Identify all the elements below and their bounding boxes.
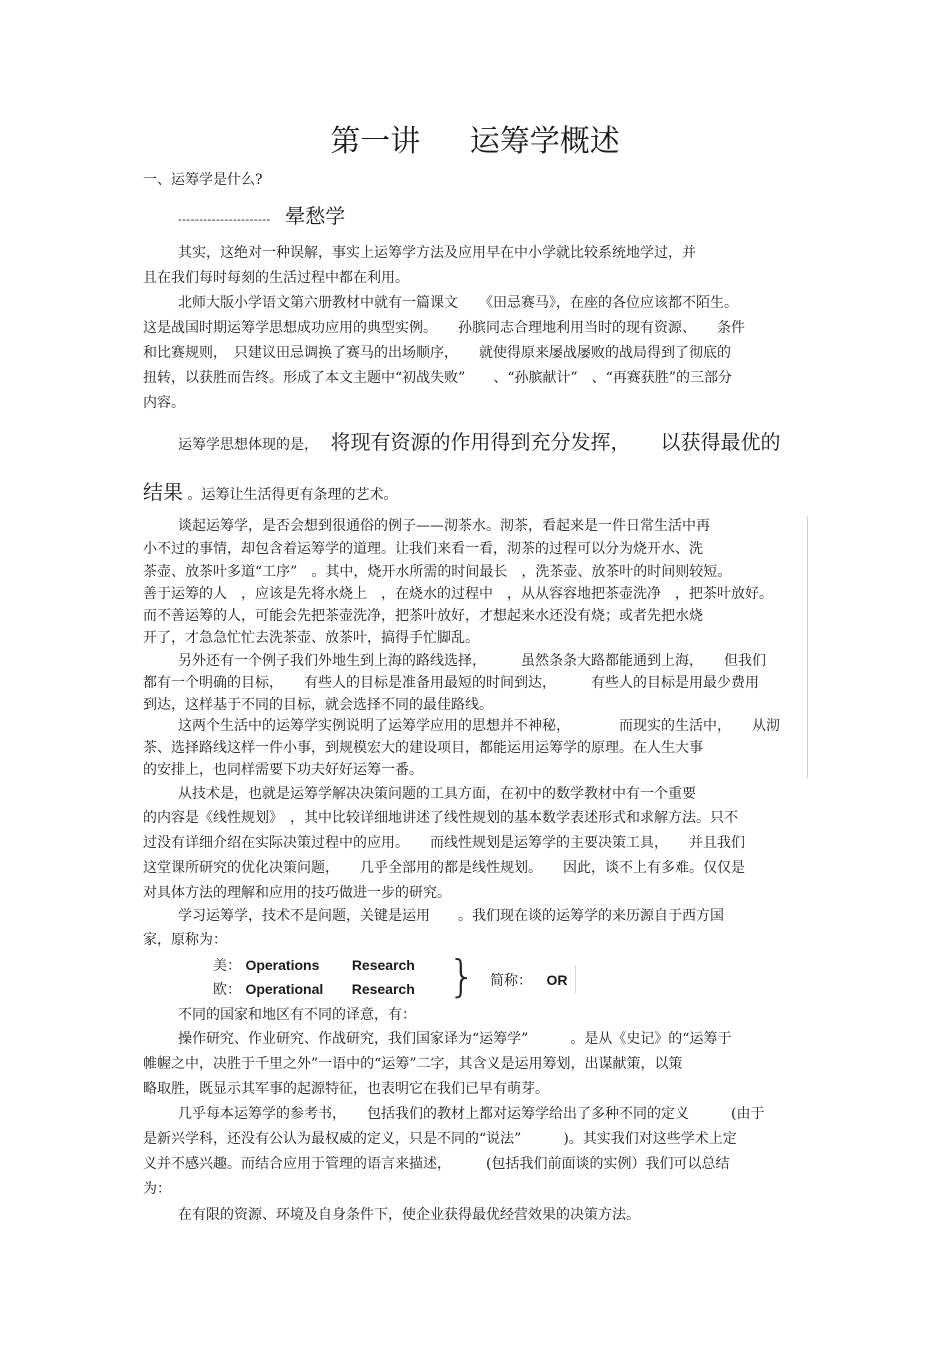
paragraph-line: 和比赛规则， 只建议田忌调换了赛马的出场顺序， 就使得原来屡战屡败的战局得到了彻底的 [143, 345, 731, 361]
paragraph-line: 而不善运筹的人，可能会先把茶壶洗净，把茶叶放好，才想起来水还没有烧；或者先把水烧 [143, 608, 703, 624]
misnomer-line [178, 206, 345, 230]
paragraph-line: 茶壶、放茶叶多道“工序” 。其中，烧开水所需的时间最长 ，洗茶壶、放茶叶的时间则较短。 [143, 564, 732, 580]
paragraph-line: 北师大版小学语文第六册教材中就有一篇课文 《田忌赛马》，在座的各位应该都不陌生。 [178, 295, 738, 311]
paragraph-line: 为： [143, 1181, 171, 1197]
key-idea-lead: 运筹学思想体现的是， [178, 437, 318, 453]
paragraph-line: 善于运筹的人 ，应该是先将水烧上 ，在烧水的过程中 ，从从容容地把茶壶洗净 ，把茶叶放好。 [143, 586, 773, 602]
key-idea-emphasis: 结果 [143, 480, 183, 504]
dash-line: ---------------------- [178, 213, 271, 226]
name-word: Operations [245, 957, 320, 973]
paragraph-line: 扭转，以获胜而告终。形成了本文主题中“初战失败” 、“孙膑献计” 、“再赛获胜”的三部分 [143, 370, 732, 386]
paragraph-line: 义并不感兴趣。而结合应用于管理的语言来描述， (包括我们前面谈的实例）我们可以总结 [143, 1156, 730, 1172]
abbr-value: OR [546, 972, 568, 988]
paragraph-line: 小不过的事情，却包含着运筹学的道理。让我们来看一看，沏茶的过程可以分为烧开水、洗 [143, 541, 703, 557]
side-rule [807, 516, 808, 778]
paragraph-line: 家，原称为： [143, 932, 227, 948]
paragraph-line: 内容。 [143, 395, 185, 411]
paragraph-line: 在有限的资源、环境及自身条件下，使企业获得最优经营效果的决策方法。 [178, 1207, 640, 1223]
paragraph-line: 略取胜，既显示其军事的起源特征，也表明它在我们已早有萌芽。 [143, 1081, 549, 1097]
page-title: 第一讲 运筹学概述 [330, 124, 620, 159]
name-label: 美： [213, 958, 241, 974]
paragraph-line: 几乎每本运筹学的参考书， 包括我们的教材上都对运筹学给出了多种不同的定义 (由于 [178, 1106, 765, 1122]
paragraph-line: 不同的国家和地区有不同的译意，有： [178, 1007, 416, 1023]
abbreviation [490, 970, 567, 991]
paragraph-line: 这两个生活中的运筹学实例说明了运筹学应用的思想并不神秘， 而现实的生活中， 从沏 [178, 718, 780, 734]
brace-icon: } [448, 951, 476, 1002]
abbr-rule [575, 965, 576, 993]
paragraph-line: 谈起运筹学，是否会想到很通俗的例子——沏茶水。沏茶，看起来是一件日常生活中再 [178, 518, 710, 534]
paragraph-line: 且在我们每时每刻的生活过程中都在利用。 [143, 270, 409, 286]
paragraph-line: 都有一个明确的目标， 有些人的目标是准备用最短的时间到达， 有些人的目标是用最少费用 [143, 675, 759, 691]
name-word: Research [351, 957, 415, 973]
paragraph-line: 的安排上，也同样需要下功夫好好运筹一番。 [143, 762, 423, 778]
key-idea-emphasis: 将现有资源的作用得到充分发挥， 以获得最优的 [330, 430, 781, 454]
paragraph-line: 开了，才急急忙忙去洗茶壶、放茶叶，搞得手忙脚乱。 [143, 630, 479, 646]
paragraph-line: 对具体方法的理解和应用的技巧做进一步的研究。 [143, 885, 451, 901]
misnomer-text: 晕愁学 [285, 204, 346, 228]
paragraph-line: 操作研究、作业研究、作战研究，我们国家译为“运筹学” 。是从《史记》的“运筹于 [178, 1031, 732, 1047]
paragraph-line: 过没有详细介绍在实际决策过程中的应用。 而线性规划是运筹学的主要决策工具， 并且我们 [143, 835, 745, 851]
key-idea-end: 。运筹让生活得更有条理的艺术。 [187, 487, 398, 503]
key-idea-line [143, 478, 397, 509]
name-row-us [213, 955, 415, 976]
paragraph-line: 帷幄之中，决胜于千里之外”一语中的“运筹”二字，其含义是运用筹划，出谋献策，以策 [143, 1056, 683, 1072]
key-idea-line [178, 428, 780, 459]
paragraph-line: 这是战国时期运筹学思想成功应用的典型实例。 孙膑同志合理地利用当时的现有资源、 条件 [143, 320, 745, 336]
abbr-label: 简称： [490, 973, 532, 989]
name-word: Operational [245, 981, 324, 997]
name-word: Research [351, 981, 415, 997]
section-heading: 一、运筹学是什么? [143, 172, 263, 188]
paragraph-line: 到达，这样基于不同的目标，就会选择不同的最佳路线。 [143, 697, 493, 713]
paragraph-line: 的内容是《线性规划》 ，其中比较详细地讲述了线性规划的基本数学表述形式和求解方法。只不 [143, 810, 738, 826]
paragraph-line: 茶、选择路线这样一件小事，到规模宏大的建设项目，都能运用运筹学的原理。在人生大事 [143, 740, 703, 756]
paragraph-line: 其实，这绝对一种误解，事实上运筹学方法及应用早在中小学就比较系统地学过，并 [178, 245, 696, 261]
paragraph-line: 是新兴学科，还没有公认为最权威的定义，只是不同的“说法” )。其实我们对这些学术上定 [143, 1131, 737, 1147]
paragraph-line: 学习运筹学，技术不是问题，关键是运用 。我们现在谈的运筹学的来历源自于西方国 [178, 908, 724, 924]
name-label: 欧： [213, 982, 241, 998]
paragraph-line: 另外还有一个例子我们外地生到上海的路线选择， 虽然条条大路都能通到上海， 但我们 [178, 653, 766, 669]
name-row-eu [213, 979, 415, 1000]
paragraph-line: 这堂课所研究的优化决策问题， 几乎全部用的都是线性规划。 因此，谈不上有多难。仅仅是 [143, 860, 745, 876]
paragraph-line: 从技术是，也就是运筹学解决决策问题的工具方面，在初中的数学教材中有一个重要 [178, 786, 696, 802]
